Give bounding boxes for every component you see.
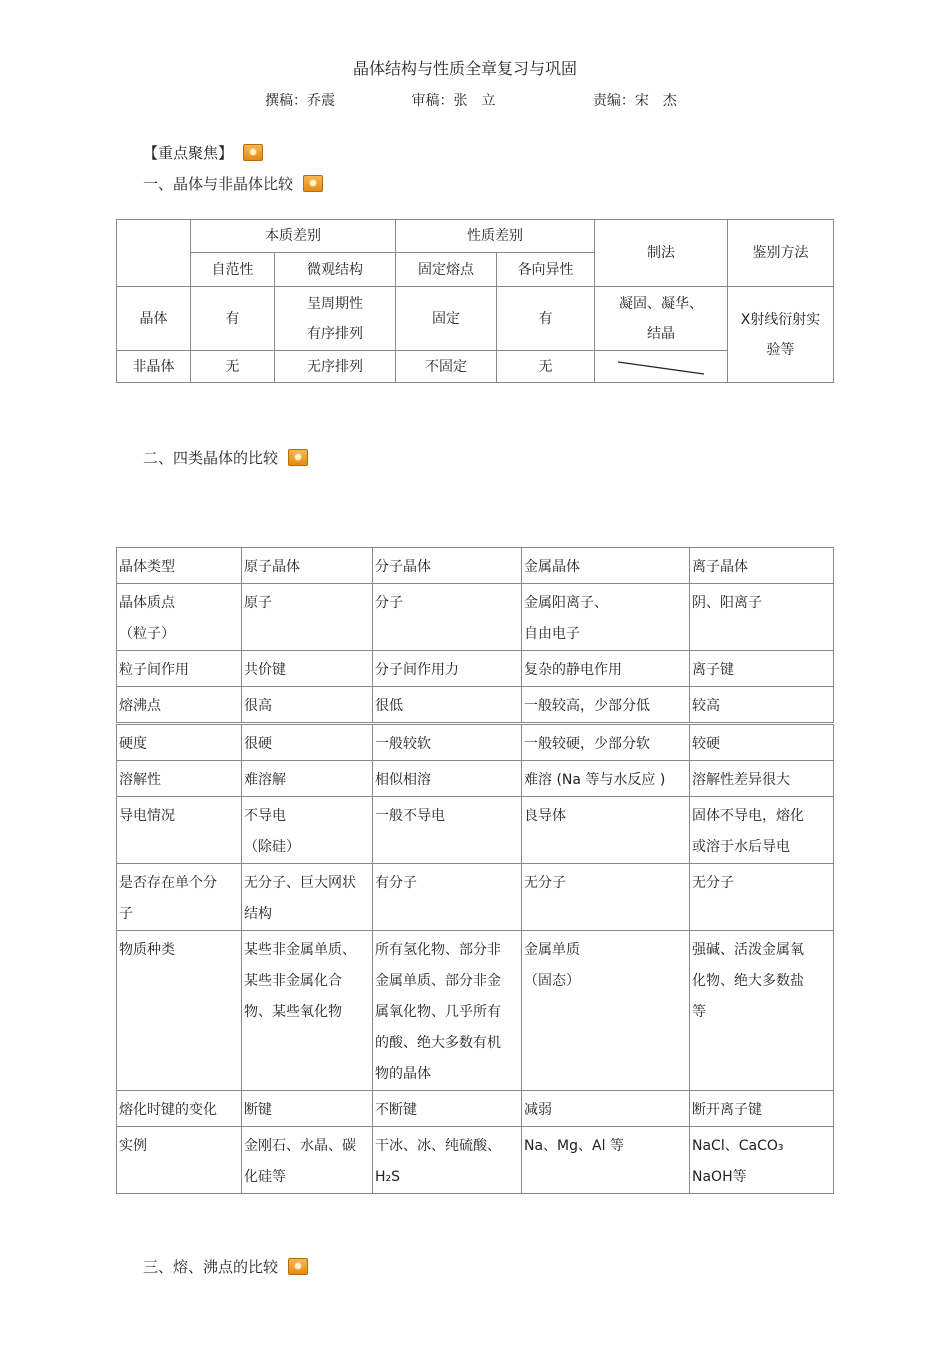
- table-cell: [373, 651, 522, 687]
- cell-line: 相似相溶: [375, 772, 431, 788]
- table-header: 制法: [595, 220, 728, 287]
- cell-line: 难溶解: [244, 772, 286, 788]
- row-label-cell: [117, 864, 242, 931]
- table-row: [117, 651, 834, 687]
- cell-line: 自由电子: [524, 626, 580, 642]
- cell-line: Na、Mg、Al 等: [524, 1138, 624, 1154]
- section-3-heading-text: 三、熔、沸点的比较: [143, 1258, 279, 1276]
- table-cell: [242, 687, 373, 724]
- table-cell: [373, 548, 522, 584]
- table-cell: [690, 931, 834, 1091]
- table-cell: [242, 931, 373, 1091]
- cell-line: 金属单质: [524, 942, 580, 958]
- section-1-heading: [143, 173, 323, 194]
- cell-line: 较硬: [692, 736, 720, 752]
- cell-line: 不断键: [375, 1102, 417, 1118]
- cell-line: 无分子: [524, 875, 566, 891]
- cell-line: 等: [692, 1004, 706, 1020]
- cell-line: 化硅等: [244, 1169, 286, 1185]
- table-subheader: 微观结构: [275, 253, 396, 287]
- table-cell: 晶体: [117, 287, 191, 351]
- cell-line: 子: [119, 906, 133, 922]
- table-row: [117, 724, 834, 761]
- table-cell: [690, 1091, 834, 1127]
- cell-line: 分子: [375, 595, 403, 611]
- table-cell: [728, 287, 834, 383]
- table-cell: 无: [497, 351, 595, 383]
- table-header: 性质差别: [396, 220, 595, 253]
- table-subheader: 自范性: [191, 253, 275, 287]
- cell-line: 离子键: [692, 662, 734, 678]
- table-row: [117, 761, 834, 797]
- table-row: [117, 797, 834, 864]
- section-3-heading: [143, 1256, 308, 1277]
- table-cell: [242, 651, 373, 687]
- table-cell: [690, 584, 834, 651]
- cell-line: 不导电: [244, 808, 286, 824]
- table-cell: [522, 651, 690, 687]
- table-cell: [690, 1127, 834, 1194]
- cell-line: 金属晶体: [524, 559, 580, 575]
- table-row: [117, 1127, 834, 1194]
- table-cell: [373, 687, 522, 724]
- row-label-cell: [117, 1127, 242, 1194]
- table-cell: [242, 864, 373, 931]
- cell-line: 晶体质点: [119, 595, 175, 611]
- cell-line: 熔沸点: [119, 698, 161, 714]
- cell-line: 溶解性差异很大: [692, 772, 790, 788]
- table-header-blank: [117, 220, 191, 287]
- cell-line: 分子晶体: [375, 559, 431, 575]
- cell-line: （粒子）: [119, 626, 175, 642]
- row-label-cell: [117, 1091, 242, 1127]
- cell-line: 导电情况: [119, 808, 175, 824]
- cell-line: 结晶: [647, 325, 675, 342]
- table-cell: [242, 548, 373, 584]
- table-cell: [373, 724, 522, 761]
- four-crystal-types-table: [116, 547, 834, 1194]
- cell-line: （除硅）: [244, 839, 300, 855]
- table-cell: 固定: [396, 287, 497, 351]
- section-1-heading-text: 一、晶体与非晶体比较: [143, 175, 294, 193]
- cell-line: 一般较硬，少部分软: [524, 736, 650, 752]
- cell-line: 所有氢化物、部分非: [375, 942, 501, 958]
- cell-line: 溶解性: [119, 772, 161, 788]
- cell-line: 无分子: [692, 875, 734, 891]
- table-cell: [522, 931, 690, 1091]
- table-cell: [242, 724, 373, 761]
- cell-line: 粒子间作用: [119, 662, 189, 678]
- table-cell: 不固定: [396, 351, 497, 383]
- table-cell: [522, 724, 690, 761]
- table-cell: [242, 797, 373, 864]
- table-cell: [690, 548, 834, 584]
- table-cell: [373, 864, 522, 931]
- table-cell: 有: [497, 287, 595, 351]
- row-label-cell: [117, 931, 242, 1091]
- cell-line: 较高: [692, 698, 720, 714]
- table-cell: [595, 287, 728, 351]
- table-cell: [522, 584, 690, 651]
- table-cell: [373, 931, 522, 1091]
- table-cell: [522, 797, 690, 864]
- cell-line: 固体不导电，熔化: [692, 808, 804, 824]
- cell-line: 原子: [244, 595, 272, 611]
- cell-line: 干冰、冰、纯硫酸、: [375, 1138, 501, 1154]
- cell-line: 一般较软: [375, 736, 431, 752]
- row-label-cell: [117, 797, 242, 864]
- cell-line: 共价键: [244, 662, 286, 678]
- cell-line: NaCl、CaCO₃: [692, 1138, 784, 1154]
- cell-line: 离子晶体: [692, 559, 748, 575]
- table-cell: 有: [191, 287, 275, 351]
- cell-line: 金属单质、部分非金: [375, 973, 501, 989]
- table-cell: 非晶体: [117, 351, 191, 383]
- table-cell: [690, 797, 834, 864]
- table-cell: [373, 584, 522, 651]
- table-cell: [242, 584, 373, 651]
- table-cell: [373, 1127, 522, 1194]
- table-row: [117, 687, 834, 724]
- cell-line: 有序排列: [307, 325, 363, 342]
- document-title: 晶体结构与性质全章复习与巩固: [352, 59, 577, 78]
- table-cell: [522, 761, 690, 797]
- cell-line: 熔化时键的变化: [119, 1102, 217, 1118]
- table-cell: [373, 761, 522, 797]
- cell-line: 很硬: [244, 736, 272, 752]
- table-row: [117, 864, 834, 931]
- table-row: [117, 1091, 834, 1127]
- cell-line: 某些非金属化合: [244, 973, 342, 989]
- cell-line: 有分子: [375, 875, 417, 891]
- cell-line: 断开离子键: [692, 1102, 762, 1118]
- cell-line: NaOH等: [692, 1169, 747, 1185]
- table-cell: [522, 1127, 690, 1194]
- cell-line: 金属阳离子、: [524, 595, 608, 611]
- table-row: [117, 931, 834, 1091]
- credits-line: [265, 90, 677, 110]
- row-label-cell: [117, 548, 242, 584]
- cell-line: 物的晶体: [375, 1066, 431, 1082]
- cell-line: 物质种类: [119, 942, 175, 958]
- table-cell: 无: [191, 351, 275, 383]
- cell-line: 某些非金属单质、: [244, 942, 356, 958]
- cell-line: 属氧化物、几乎所有: [375, 1004, 501, 1020]
- table-header: 本质差别: [191, 220, 396, 253]
- focus-heading: [143, 142, 263, 163]
- cell-line: 或溶于水后导电: [692, 839, 790, 855]
- cell-line: 复杂的静电作用: [524, 662, 622, 678]
- table-cell: [242, 761, 373, 797]
- table-cell: [690, 651, 834, 687]
- cell-line: 断键: [244, 1102, 272, 1118]
- cell-line: 良导体: [524, 808, 566, 824]
- crystal-vs-amorphous-table: [116, 219, 834, 383]
- folder-icon[interactable]: [243, 144, 263, 161]
- cell-line: 实例: [119, 1138, 147, 1154]
- cell-line: 很低: [375, 698, 403, 714]
- table-subheader: 各向异性: [497, 253, 595, 287]
- cell-line: 是否存在单个分: [119, 875, 217, 891]
- table-cell: [373, 1091, 522, 1127]
- cell-line: 强碱、活泼金属氧: [692, 942, 804, 958]
- cell-line: X射线衍射实: [740, 311, 821, 328]
- cell-line: 凝固、凝华、: [619, 295, 703, 312]
- cell-line: 无分子、巨大网状: [244, 875, 356, 891]
- section-2-heading: [143, 447, 308, 468]
- cell-line: 一般不导电: [375, 808, 445, 824]
- table-cell: [242, 1091, 373, 1127]
- cell-line: 硬度: [119, 736, 147, 752]
- row-label-cell: [117, 724, 242, 761]
- table-cell: [373, 797, 522, 864]
- cell-line: 结构: [244, 906, 272, 922]
- cell-line: 很高: [244, 698, 272, 714]
- cell-line: 化物、绝大多数盐: [692, 973, 804, 989]
- empty-cell-slash: [616, 358, 706, 376]
- table-cell: [242, 1127, 373, 1194]
- row-label-cell: [117, 651, 242, 687]
- table-cell: [275, 287, 396, 351]
- cell-line: 物、某些氧化物: [244, 1004, 342, 1020]
- cell-line: 的酸、绝大多数有机: [375, 1035, 501, 1051]
- table-row: [117, 584, 834, 651]
- table-cell: [690, 724, 834, 761]
- table-cell: 无序排列: [275, 351, 396, 383]
- cell-line: 减弱: [524, 1102, 552, 1118]
- table-cell: [522, 864, 690, 931]
- folder-icon[interactable]: [288, 1258, 308, 1275]
- cell-line: H₂S: [375, 1169, 401, 1185]
- cell-line: 分子间作用力: [375, 662, 459, 678]
- cell-line: 一般较高，少部分低: [524, 698, 650, 714]
- folder-icon[interactable]: [303, 175, 323, 192]
- table-row: [117, 548, 834, 584]
- cell-line: （固态）: [524, 973, 580, 989]
- section-2-heading-text: 二、四类晶体的比较: [143, 449, 279, 467]
- cell-line: 验等: [766, 341, 795, 358]
- table-header: 鉴别方法: [728, 220, 834, 287]
- reviewer-credit: 审稿：张 立: [411, 93, 496, 109]
- editor-credit: 责编：宋 杰: [592, 93, 677, 109]
- table-cell: [690, 864, 834, 931]
- row-label-cell: [117, 584, 242, 651]
- row-label-cell: [117, 761, 242, 797]
- table-cell: [690, 687, 834, 724]
- cell-line: 难溶 (Na 等与水反应 ): [524, 772, 666, 788]
- cell-line: 阴、阳离子: [692, 595, 762, 611]
- table-cell: [522, 548, 690, 584]
- table-cell: [522, 1091, 690, 1127]
- folder-icon[interactable]: [288, 449, 308, 466]
- author-credit: 撰稿：乔震: [265, 93, 335, 109]
- cell-line: 金刚石、水晶、碳: [244, 1138, 356, 1154]
- table-subheader: 固定熔点: [396, 253, 497, 287]
- focus-heading-text: 【重点聚焦】: [143, 144, 234, 162]
- table-cell: [522, 687, 690, 724]
- table-cell-empty: [595, 351, 728, 383]
- table-cell: [690, 761, 834, 797]
- cell-line: 呈周期性: [307, 295, 363, 312]
- cell-line: 原子晶体: [244, 559, 300, 575]
- row-label-cell: [117, 687, 242, 724]
- cell-line: 晶体类型: [119, 559, 175, 575]
